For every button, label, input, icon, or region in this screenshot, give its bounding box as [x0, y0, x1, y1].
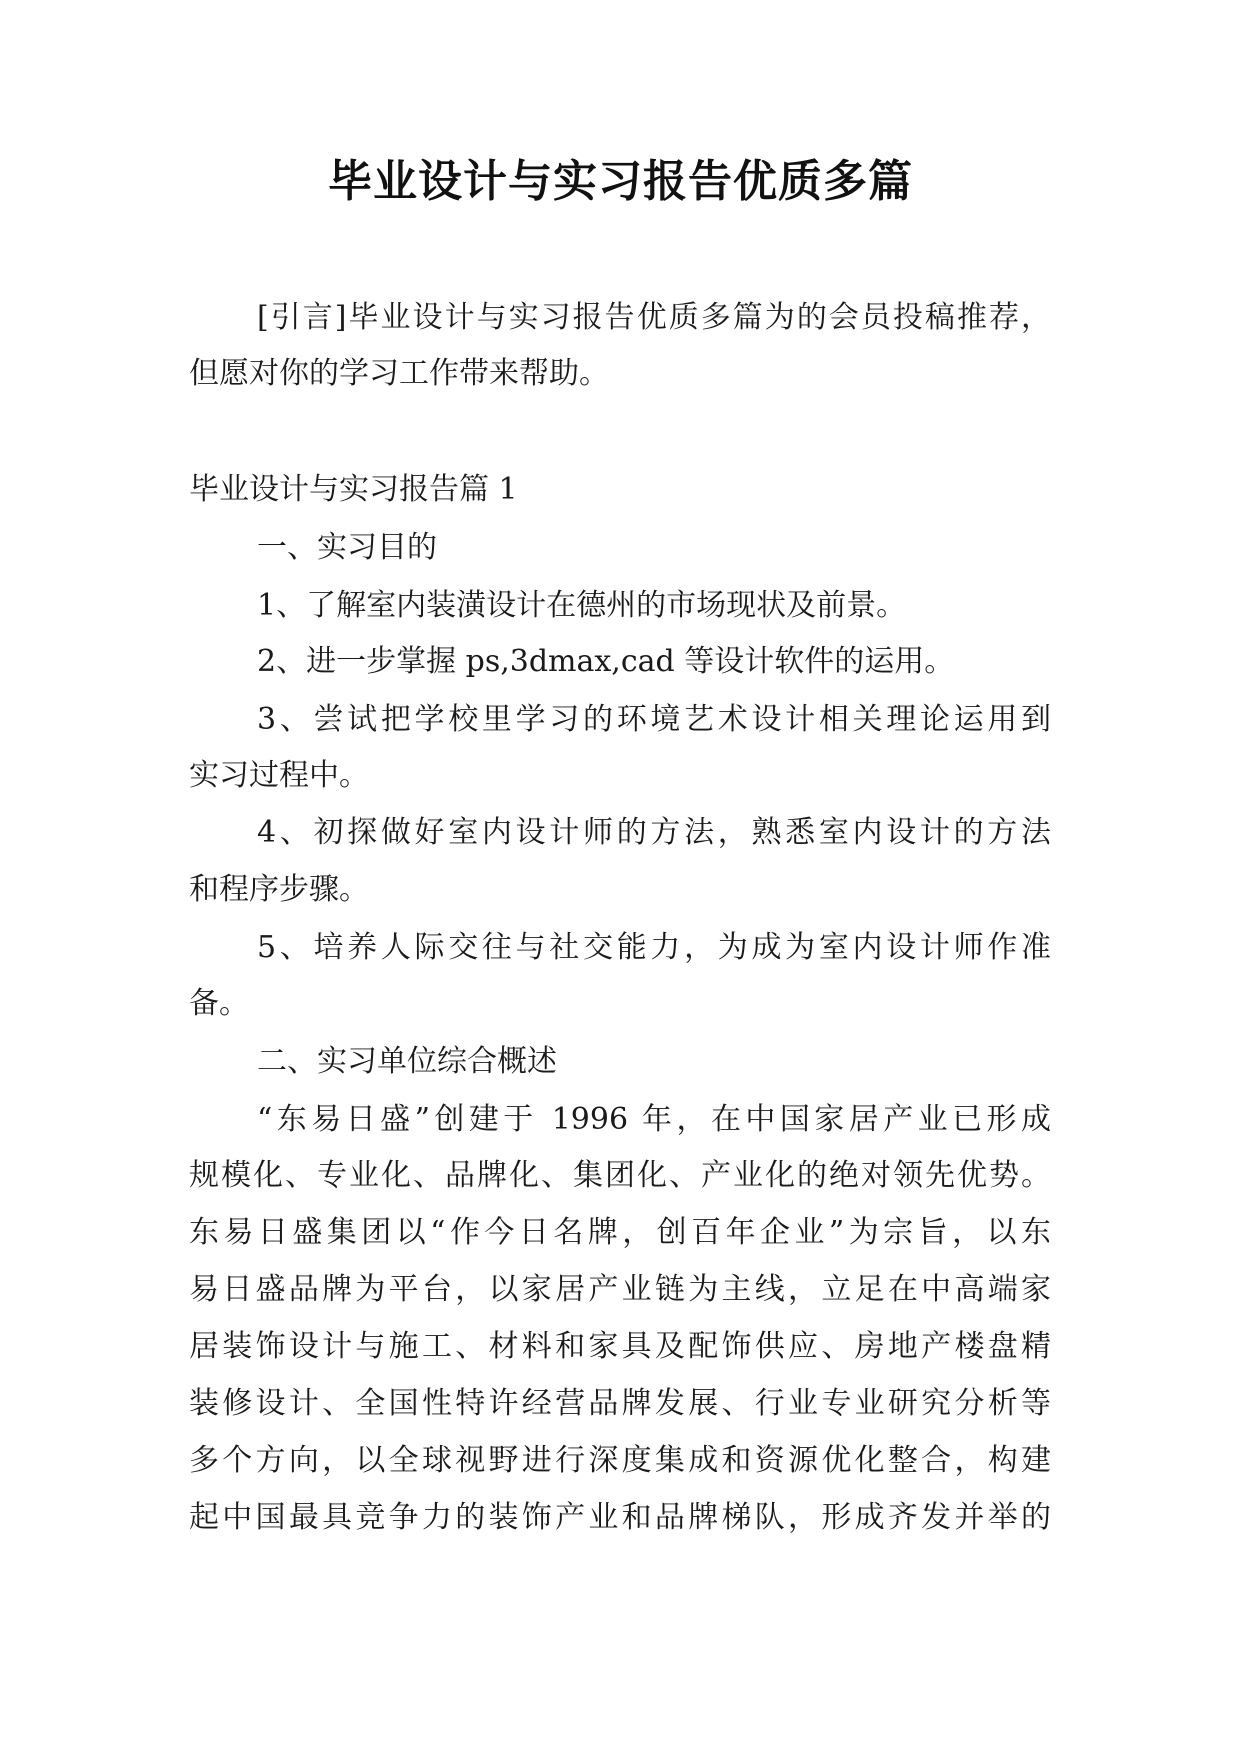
company-line-1: “东易日盛”创建于 1996 年，在中国家居产业已形成	[257, 1102, 1051, 1137]
company-line-2: 规模化、专业化、品牌化、集团化、产业化的绝对领先优势。	[189, 1158, 1051, 1193]
company-line-8: 起中国最具竞争力的装饰产业和品牌梯队，形成齐发并举的	[189, 1500, 1051, 1535]
company-line-5: 居装饰设计与施工、材料和家具及配饰供应、房地产楼盘精	[189, 1329, 1051, 1364]
company-line-4: 易日盛品牌为平台，以家居产业链为主线，立足在中高端家	[189, 1272, 1051, 1307]
goal-3-line-2: 实习过程中。	[189, 758, 369, 793]
document-title: 毕业设计与实习报告优质多篇	[328, 156, 913, 207]
company-line-6: 装修设计、全国性特许经营品牌发展、行业专业研究分析等	[189, 1386, 1051, 1421]
goal-5-line-1: 5、培养人际交往与社交能力，为成为室内设计师作准	[257, 930, 1051, 965]
intro-line-2: 但愿对你的学习工作带来帮助。	[189, 356, 609, 391]
goal-2: 2、进一步掌握 ps,3dmax,cad 等设计软件的运用。	[257, 644, 955, 679]
company-line-3: 东易日盛集团以“作今日名牌，创百年企业”为宗旨，以东	[189, 1215, 1051, 1250]
section-heading: 毕业设计与实习报告篇 1	[189, 472, 518, 507]
goal-5-line-2: 备。	[189, 986, 249, 1021]
goal-4-line-2: 和程序步骤。	[189, 872, 369, 907]
part1-heading: 一、实习目的	[257, 530, 437, 565]
goal-3-line-1: 3、尝试把学校里学习的环境艺术设计相关理论运用到	[257, 702, 1051, 737]
company-line-7: 多个方向，以全球视野进行深度集成和资源优化整合，构建	[189, 1443, 1051, 1478]
goal-1: 1、了解室内装潢设计在德州的市场现状及前景。	[257, 588, 907, 623]
part2-heading: 二、实习单位综合概述	[257, 1044, 557, 1079]
intro-line-1: [引言]毕业设计与实习报告优质多篇为的会员投稿推荐，	[257, 300, 1051, 335]
goal-4-line-1: 4、初探做好室内设计师的方法，熟悉室内设计的方法	[257, 815, 1051, 850]
